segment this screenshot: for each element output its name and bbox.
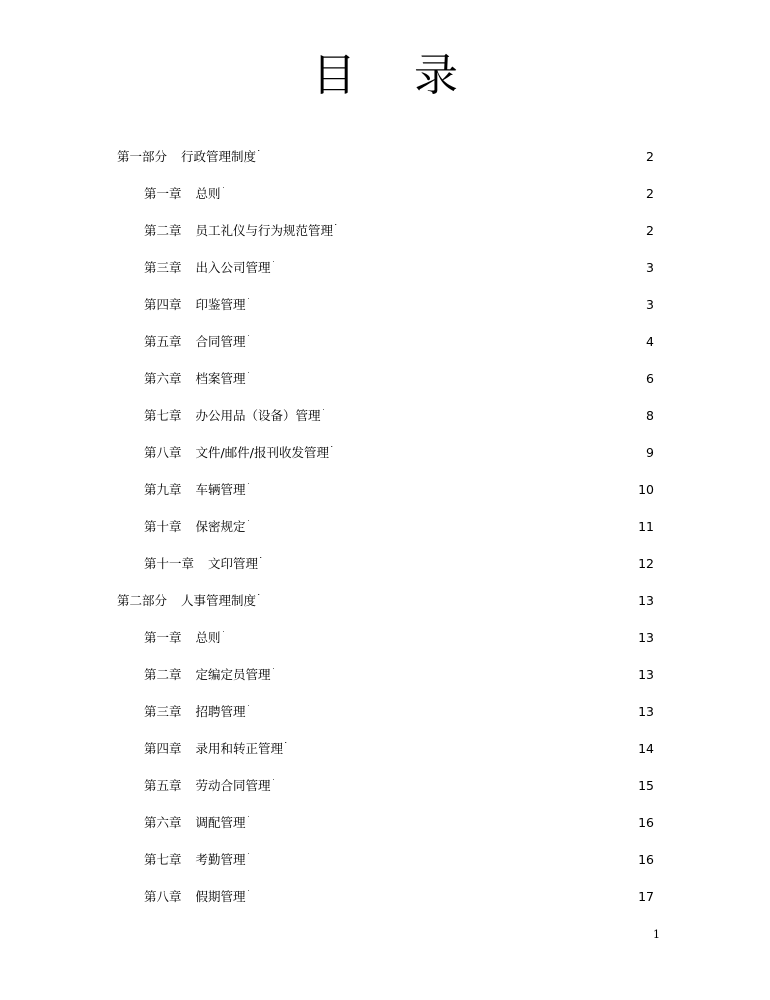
toc-entry-page: 13 xyxy=(638,667,654,682)
toc-entry-title: 车辆管理 xyxy=(195,482,246,497)
toc-entry-label xyxy=(144,846,246,874)
toc-entry-number: 第一部分 xyxy=(117,149,168,164)
toc-dot-leader xyxy=(285,725,637,753)
toc-entry-page: 6 xyxy=(646,371,654,386)
toc-entry-page: 8 xyxy=(646,408,654,423)
toc-entry-page: 2 xyxy=(646,186,654,201)
toc-entry-title: 行政管理制度 xyxy=(181,149,257,164)
toc-entry-label xyxy=(144,513,246,541)
toc-entry[interactable] xyxy=(144,281,654,312)
toc-entry-title: 合同管理 xyxy=(195,334,246,349)
toc-entry-page: 2 xyxy=(646,149,654,164)
toc-entry-page: 3 xyxy=(646,260,654,275)
toc-entry-title: 招聘管理 xyxy=(195,704,246,719)
toc-entry-number: 第十一章 xyxy=(144,556,195,571)
toc-entry[interactable] xyxy=(144,355,654,386)
toc-entry-number: 第九章 xyxy=(144,482,182,497)
toc-entry[interactable] xyxy=(144,244,654,275)
toc-entry-page: 4 xyxy=(646,334,654,349)
toc-entry[interactable] xyxy=(144,762,654,793)
toc-entry-number: 第一章 xyxy=(144,630,182,645)
toc-entry-number: 第七章 xyxy=(144,408,182,423)
toc-entry-title: 档案管理 xyxy=(195,371,246,386)
toc-entry-label xyxy=(144,550,258,578)
toc-entry-number: 第四章 xyxy=(144,741,182,756)
toc-entry-number: 第六章 xyxy=(144,371,182,386)
toc-entry[interactable] xyxy=(144,799,654,830)
toc-dot-leader xyxy=(258,133,645,161)
toc-entry-label xyxy=(144,735,283,763)
toc-title: 目 录 xyxy=(312,50,480,101)
toc-entry-page: 16 xyxy=(638,815,654,830)
toc-entry-label xyxy=(144,772,271,800)
toc-entry[interactable] xyxy=(144,725,654,756)
toc-entry-number: 第一章 xyxy=(144,186,182,201)
toc-dot-leader xyxy=(248,281,646,309)
toc-entry-number: 第六章 xyxy=(144,815,182,830)
toc-entry-label xyxy=(144,809,246,837)
toc-entry-page: 13 xyxy=(638,593,654,608)
toc-entry[interactable] xyxy=(117,133,654,164)
toc-entry-page: 12 xyxy=(638,556,654,571)
toc-entry-title: 假期管理 xyxy=(195,889,246,904)
toc-dot-leader xyxy=(248,836,638,864)
toc-entry-label xyxy=(144,402,321,430)
toc-entry-label xyxy=(117,143,256,171)
toc-dot-leader xyxy=(323,392,646,420)
toc-entry-title: 总则 xyxy=(195,186,221,201)
toc-dot-leader xyxy=(260,540,637,568)
toc-entry-label xyxy=(144,328,246,356)
toc-entry-title: 文件/邮件/报刊收发管理 xyxy=(195,445,329,460)
toc-entry-title: 人事管理制度 xyxy=(181,593,257,608)
toc-entry-number: 第二章 xyxy=(144,667,182,682)
toc-entry-page: 16 xyxy=(638,852,654,867)
toc-entry-page: 14 xyxy=(638,741,654,756)
toc-entry-number: 第四章 xyxy=(144,297,182,312)
toc-entry-number: 第二章 xyxy=(144,223,182,238)
toc-dot-leader xyxy=(248,318,646,346)
toc-entry-label xyxy=(144,476,246,504)
toc-entry-page: 11 xyxy=(638,519,654,534)
toc-dot-leader xyxy=(248,873,638,901)
toc-entry-label xyxy=(144,439,329,467)
toc-entry-page: 10 xyxy=(638,482,654,497)
toc-entry-page: 15 xyxy=(638,778,654,793)
toc-entry-number: 第五章 xyxy=(144,334,182,349)
toc-entry-label xyxy=(117,587,256,615)
toc-entry-label xyxy=(144,254,271,282)
toc-entry-page: 2 xyxy=(646,223,654,238)
toc-entry-number: 第五章 xyxy=(144,778,182,793)
toc-dot-leader xyxy=(248,503,638,531)
toc-dot-leader xyxy=(331,429,645,457)
toc-dot-leader xyxy=(273,244,646,272)
toc-entry-label xyxy=(144,217,333,245)
toc-entry-title: 保密规定 xyxy=(195,519,246,534)
toc-dot-leader xyxy=(248,466,638,494)
toc-entry-title: 调配管理 xyxy=(195,815,246,830)
page-number: 1 xyxy=(653,928,660,941)
toc-entry-number: 第八章 xyxy=(144,889,182,904)
toc-dot-leader xyxy=(335,207,645,235)
toc-entry-page: 13 xyxy=(638,704,654,719)
toc-entry[interactable] xyxy=(144,466,654,497)
toc-entry[interactable] xyxy=(144,540,654,571)
toc-entry-title: 印鉴管理 xyxy=(195,297,246,312)
toc-entry-title: 办公用品（设备）管理 xyxy=(195,408,321,423)
toc-entry[interactable] xyxy=(117,577,654,608)
toc-dot-leader xyxy=(258,577,637,605)
toc-entry-page: 9 xyxy=(646,445,654,460)
toc-entry-number: 第三章 xyxy=(144,260,182,275)
toc-entry[interactable] xyxy=(144,392,654,423)
toc-dot-leader xyxy=(273,762,638,790)
toc-entry[interactable] xyxy=(144,170,654,201)
toc-entry-label xyxy=(144,180,221,208)
toc-entry-title: 录用和转正管理 xyxy=(195,741,284,756)
toc-entry-title: 文印管理 xyxy=(208,556,259,571)
toc-dot-leader xyxy=(273,651,638,679)
toc-entry[interactable] xyxy=(144,651,654,682)
toc-entry-label xyxy=(144,291,246,319)
toc-entry-title: 出入公司管理 xyxy=(195,260,271,275)
toc-entry[interactable] xyxy=(144,836,654,867)
toc-entry[interactable] xyxy=(144,688,654,719)
toc-entry[interactable] xyxy=(144,318,654,349)
toc-entry[interactable] xyxy=(144,614,654,645)
toc-dot-leader xyxy=(248,799,638,827)
toc-entry-number: 第七章 xyxy=(144,852,182,867)
toc-entry[interactable] xyxy=(144,873,654,904)
toc-entry-label xyxy=(144,624,221,652)
toc-entry-label xyxy=(144,698,246,726)
toc-entry-number: 第八章 xyxy=(144,445,182,460)
toc-dot-leader xyxy=(248,688,638,716)
toc-dot-leader xyxy=(248,355,646,383)
toc-dot-leader xyxy=(223,614,638,642)
toc-entry-label xyxy=(144,883,246,911)
toc-entry-page: 17 xyxy=(638,889,654,904)
toc-entry-number: 第三章 xyxy=(144,704,182,719)
toc-entry[interactable] xyxy=(144,429,654,460)
toc-dot-leader xyxy=(223,170,646,198)
toc-entry-title: 定编定员管理 xyxy=(195,667,271,682)
toc-entry-number: 第十章 xyxy=(144,519,182,534)
toc-entry-title: 员工礼仪与行为规范管理 xyxy=(195,223,334,238)
toc-entry-title: 考勤管理 xyxy=(195,852,246,867)
toc-entry-label xyxy=(144,661,271,689)
toc-entry-page: 13 xyxy=(638,630,654,645)
toc-entry-title: 总则 xyxy=(195,630,221,645)
toc-entry-number: 第二部分 xyxy=(117,593,168,608)
toc-entry[interactable] xyxy=(144,503,654,534)
toc-entry-label xyxy=(144,365,246,393)
toc-entry-title: 劳动合同管理 xyxy=(195,778,271,793)
toc-entry-page: 3 xyxy=(646,297,654,312)
toc-entry[interactable] xyxy=(144,207,654,238)
